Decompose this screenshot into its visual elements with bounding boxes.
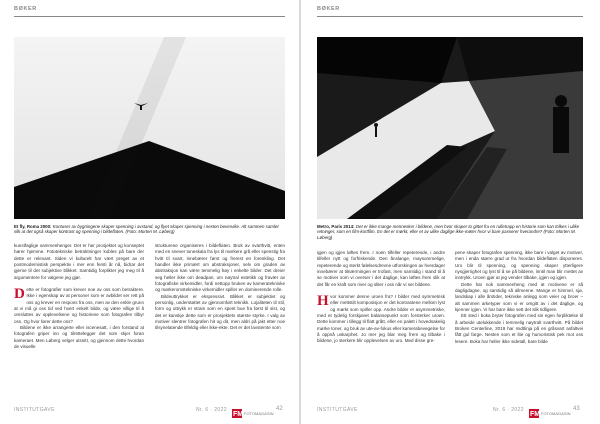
caption-title: Et fly, Roma 2000: [14,224,52,229]
caption-title: Metro, Paris 2014: [317,224,355,229]
paragraph: strukturene organiseres i bildeflaten. Bruk av svarthvitt, enten med en snever toneskala fra lys til mørkere grå eller spenstig fra hvitt til svart, innebærer først og fremst en forenkling. Det handler ikke primært om abstraksjoner, selv om graden av abstraksjon kan være temmelig høy i enkelte bilder. Det dreier seg heller ikke om deadpan, om nøytral estetikk og fravær av fotografiske virkemidler, fordi nettopp bruken av kameratekniske og mørkeromstekniske virkemidler spiller en dominerende rolle. [155,243,285,293]
photo-metro-paris [317,37,583,219]
magazine-logo [529,405,571,418]
issue-number: Nr. 6 · 2022 [196,407,227,413]
caption-text: Kontuser av bygningene skaper spenning i avstand, og flyet skaper spenning i nesten bevervike. Alt sammen samlet slik at det også skaper kontrast og spenning i bildeflaten. (Foto: Morten M. Løberg) [14,224,279,235]
logo-text: FOTOMAGASIN [244,411,274,416]
footer-label: INSTITUTGAVE [317,407,358,413]
svg-text:FM: FM [530,411,541,418]
section-label: BØKER [14,6,37,12]
text-column-2 [455,250,583,345]
magazine-logo [232,405,274,418]
left-page [0,0,299,424]
section-label: BØKER [317,6,340,12]
paragraph-with-dropcap: Hvor kommer denne uroen fra? I bilder med symmetrisk eller mettstilt komposisjon er det kontrastene mellom lyst og mørkt som spiller opp. Andre bilder er asymmetriske, med et tydelig forskjøvet balansepunkt som forsterker uroen. Dette kommer i tillegg til flatt grått, eller en palett i hovedsakelig mørke toner, og bruk av ute-av-fokus eller kamerabevegelse for å oppnå uskarphet. Jo mer jeg blar meg frem og tilbake i bildene, jo sterkere blir opplevelsen av uro. Med disse gre- [317,293,445,344]
photo-plane-rome [14,37,285,219]
footer-label: INSTITUTGAVE [14,407,55,413]
paragraph: Dette har nok sammenheng med at motivene er så dagligdagse, og samtidig så allmenne. Mange er himmel, sjø, landskap i alle årstider, tekniske anlegg som veier og broer – alt sammen arketyper som vi er omgitt av i det daglige, og kjenner igjen. Vi har bare ikke sett det slik tidligere. [455,281,583,313]
section-divider [317,16,583,17]
page-number: 43 [573,406,580,412]
issue-number: Nr. 6 · 2022 [493,407,524,413]
svg-text:FM: FM [233,411,244,418]
logo-text: FOTOMAGASIN [541,411,571,416]
paragraph: Ett sted i boka bryter fotografen med sin egen forpliktelse til å arbeide utelukkende i temmelig nøytralt svarthvitt. På bildet Broken Centerline, 2019 har midtlinja på en gråsvart asfaltvei fått gul farge. Nesten som et lite og humoristisk pek mot oss lesere. Boka har heller ikke sidetall, bare bilde [455,313,583,344]
paragraph: kunstfaglige sammenhenger. Det er her prosjektet og konseptet hører hjemme. Fototekniske betraktninger kobles på bare der dette er relevant. Siden vi kulturelt har vært preget av et postmodernistisk perspektiv i mer enn femti år nå, bidrar det gjerne til det subjektive blikket. Samtidig forplikter jeg meg til å argumentere for valgene jeg gjør. [14,243,144,280]
paragraph: Bildeuttrykket er ekspressivt. Blikket er subjektivt og personlig, understøttet av gjennomført teknikk. Lojaliteten til stil, form og uttrykk er stram som en spent bue fra først til sist, og det er kanskje dette som er prosjektets største styrke. I valg av motiver slentrer fotografen hit og dit, men aldri på jakt etter noe tilsynelatende tilfeldig eller ikke-ekte. Det er det lavstemte som [155,293,285,331]
caption-text: Det er ikke mange mennesker i bildene, men hvor skaper to gittet fra en rulletrapp en historie som kan tolkes i ulike retninger, som en film-kortfilm. En det er mørkt, eller et av ulike daglige ikke-møter hvor vi bare passerer hverandre? (Foto: Morten M. Løberg) [317,224,580,240]
paragraph-with-dropcap: Dette er fotografier som krever noe av oss som betraktere. Ikke i egenskap av at personer som er avbildet ser rett på oss og krever en respons fra oss, men av den enkle grunn at vi må gi oss tid ved hvert enkelt bilde, og være villige til å omsluttes av opplevelsene og historiene som fotografen tilbyr oss. Og hvor fører dette oss? [14,286,144,324]
photo-caption [317,224,583,240]
text-column-2 [155,243,285,332]
text-column-1 [14,243,144,351]
drop-cap: D [14,286,25,303]
section-divider [14,16,285,17]
text-column-1 [317,250,445,345]
right-page [301,0,600,424]
page-number: 42 [276,406,283,412]
paragraph: Bildene er ikke arrangerte eller iscenesatt, i den forstand at fotografen griper inn og tilrettelegger det som skjer foran kameraet. Men Løberg velger utsnitt, og gjennom dette hvordan de visuelle [14,325,144,350]
paragraph: pene skaper fotografen spenning, ikke bare i valget av motiver, men i enda større grad ut fra hvordan bildeflaten disponeres. Uro blir til spenning, og spenning skaper ytterligere nysgjerrighet og lyst til å se på bildene, inntil man blir mettet av inntrykk. Uroen gjør at jeg vender tilbake, igjen og igjen. [455,250,583,281]
photo-caption [14,224,286,235]
drop-cap: H [317,293,329,310]
paragraph: igjen og igjen løftes frem. I noen tilfeller repeterende, i andre tilfeller nytt og forfriskende. Den ånslange, maysommelige, repeterende og sterkt følelsesdrevne utforskingen av hverdager innebærer at tilnærmingen er trofast, men samtidig i stand til å se motiver som vi overser i det daglige, kan løftes frem slik at det får en kraft som river og sliter i oss når vi ser bildene. [317,250,445,287]
